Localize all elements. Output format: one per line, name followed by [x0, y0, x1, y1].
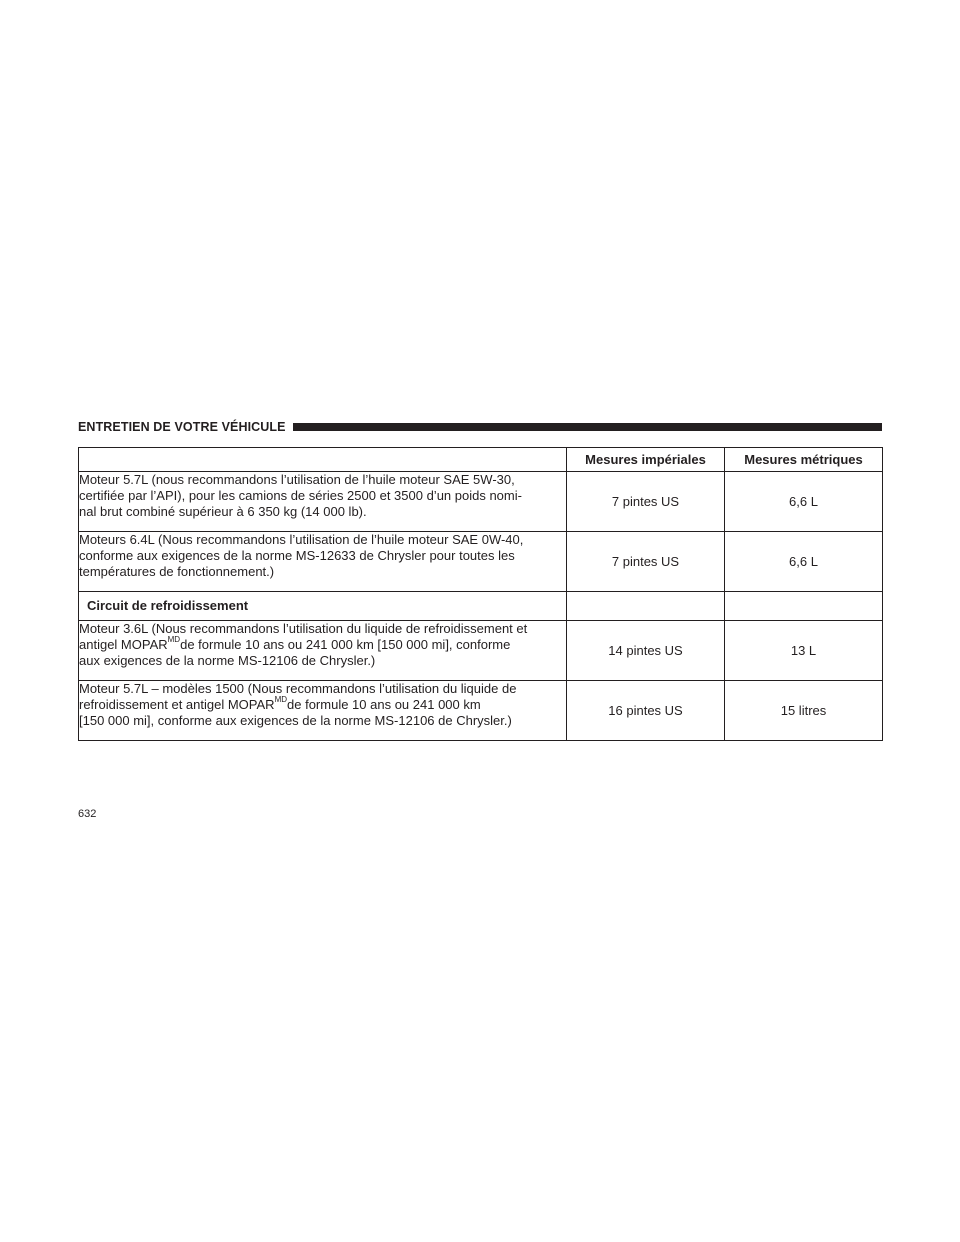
row-description: [79, 621, 567, 681]
row-description: [79, 681, 567, 741]
column-header-description: [79, 448, 567, 472]
imperial-value: 7 pintes US: [567, 472, 725, 532]
section-rule: [293, 423, 882, 431]
metric-value: 6,6 L: [725, 472, 883, 532]
description-line: températures de fonctionnement.): [79, 564, 275, 579]
description-line: [150 000 mi], conforme aux exigences de la norme MS-12106 de Chrysler.): [79, 713, 512, 728]
metric-value: 15 litres: [725, 681, 883, 741]
column-header-metric: Mesures métriques: [725, 448, 883, 472]
table-row: [79, 621, 883, 681]
imperial-value: 7 pintes US: [567, 532, 725, 592]
section-title: ENTRETIEN DE VOTRE VÉHICULE: [78, 420, 286, 434]
description-line-suffix: de formule 10 ans ou 241 000 km: [287, 697, 481, 712]
description-line: aux exigences de la norme MS-12106 de Chrysler.): [79, 653, 376, 668]
description-line: certifiée par l’API), pour les camions de séries 2500 et 3500 d’un poids nomi-: [79, 488, 522, 503]
table-header-row: [79, 448, 883, 472]
row-description: [79, 532, 567, 592]
table-row: [79, 681, 883, 741]
metric-value: 6,6 L: [725, 532, 883, 592]
metric-value: 13 L: [725, 621, 883, 681]
column-header-imperial: Mesures impériales: [567, 448, 725, 472]
table-row: [79, 532, 883, 592]
description-line: Moteurs 6.4L (Nous recommandons l’utilisation de l’huile moteur SAE 0W-40,: [79, 532, 524, 547]
table-section-row: [79, 592, 883, 621]
description-line: conforme aux exigences de la norme MS-12633 de Chrysler pour toutes les: [79, 548, 515, 563]
description-line: nal brut combiné supérieur à 6 350 kg (14 000 lb).: [79, 504, 367, 519]
fluid-capacities-table: [78, 447, 883, 741]
empty-cell: [725, 592, 883, 621]
table-row: [79, 472, 883, 532]
description-line-suffix: de formule 10 ans ou 241 000 km [150 000 mi], conforme: [180, 637, 511, 652]
imperial-value: 16 pintes US: [567, 681, 725, 741]
trademark-superscript: MD: [167, 635, 181, 644]
section-label: Circuit de refroidissement: [79, 592, 567, 621]
description-line-prefix: refroidissement et antigel MOPAR: [79, 697, 275, 712]
page-number: 632: [78, 808, 97, 820]
row-description: [79, 472, 567, 532]
description-line: Moteur 5.7L – modèles 1500 (Nous recommandons l’utilisation du liquide de: [79, 681, 517, 696]
trademark-superscript: MD: [274, 695, 288, 704]
section-header: [78, 417, 882, 437]
description-line: Moteur 5.7L (nous recommandons l’utilisation de l’huile moteur SAE 5W-30,: [79, 472, 515, 487]
description-line: Moteur 3.6L (Nous recommandons l’utilisation du liquide de refroidissement et: [79, 621, 528, 636]
imperial-value: 14 pintes US: [567, 621, 725, 681]
description-line-prefix: antigel MOPAR: [79, 637, 168, 652]
empty-cell: [567, 592, 725, 621]
